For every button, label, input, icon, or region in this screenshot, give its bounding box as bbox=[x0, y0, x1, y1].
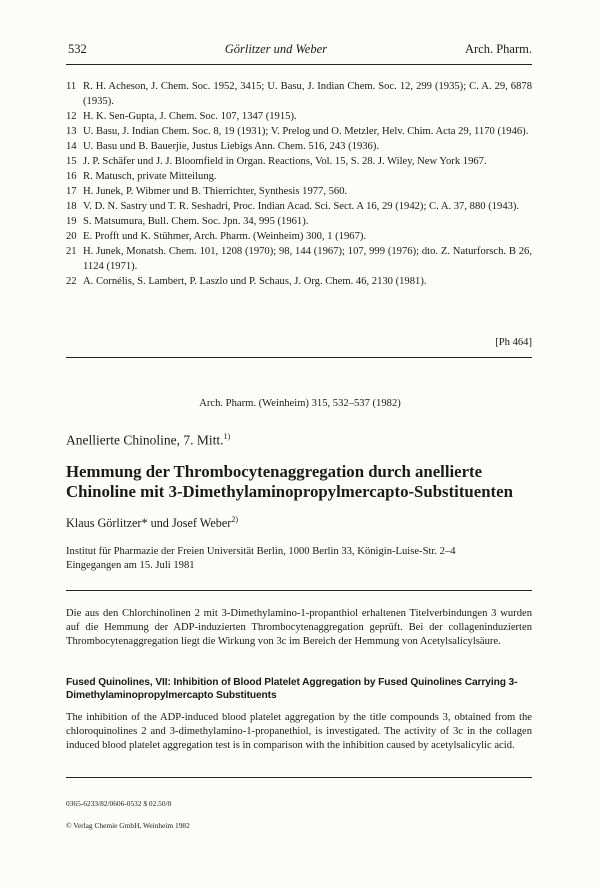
reference-number: 19 bbox=[66, 216, 77, 227]
reference-text: H. Junek, P. Wibmer und B. Thierrichter, Synthesis 1977, 560. bbox=[83, 186, 348, 197]
running-authors: Görlitzer und Weber bbox=[224, 42, 328, 56]
series-footnote-mark: 1) bbox=[223, 432, 231, 441]
journal-abbrev: Arch. Pharm. bbox=[464, 42, 532, 56]
reference-number: 20 bbox=[66, 231, 77, 242]
reference-text: U. Basu und B. Bauerjie, Justus Liebigs Ann. Chem. 516, 243 (1936). bbox=[83, 141, 380, 152]
reference-text: R. Matusch, private Mitteilung. bbox=[83, 171, 217, 182]
reference-text: R. H. Acheson, J. Chem. Soc. 1952, 3415; U. Basu, J. Indian Chem. Soc. 12, 299 (1935); C. A. 29, 6878 (1935). bbox=[83, 81, 532, 107]
reference-number: 15 bbox=[66, 156, 77, 167]
reference-item bbox=[66, 139, 532, 154]
running-header bbox=[68, 42, 532, 57]
abstract-english: The inhibition of the ADP-induced blood platelet aggregation by the title compounds 3, obtained from the chloroquinolines 2 and 3-dimethylamino-1-propanethiol, is investigated. The activity of 3c in the collagen induced blood platelet aggregation test is in comparison with the inhibition caused by acetylsalicylic acid. bbox=[66, 712, 532, 751]
article-title bbox=[66, 462, 540, 502]
reference-text: J. P. Schäfer und J. J. Bloomfield in Organ. Reactions, Vol. 15, S. 28. J. Wiley, New York 1967. bbox=[83, 156, 487, 167]
author-names: Klaus Görlitzer* und Josef Weber bbox=[66, 516, 232, 531]
english-title: Fused Quinolines, VII: Inhibition of Blood Platelet Aggregation by Fused Quinolines Carrying 3-Dimethylaminopropylmercapto Substituents bbox=[66, 677, 518, 701]
reference-number: 13 bbox=[66, 126, 77, 137]
article-citation: Arch. Pharm. (Weinheim) 315, 532–537 (1982) bbox=[199, 398, 401, 409]
series-title bbox=[66, 432, 230, 449]
copyright-notice: © Verlag Chemie GmbH, Weinheim 1982 bbox=[66, 821, 190, 830]
issn-code: 0365-6233/82/0606-0532 $ 02.50/0 bbox=[66, 799, 172, 808]
ph-reference-code: [Ph 464] bbox=[495, 337, 532, 348]
reference-text: U. Basu, J. Indian Chem. Soc. 8, 19 (1931); V. Prelog und O. Metzler, Helv. Chim. Acta 29, 1170 (1946). bbox=[83, 126, 529, 137]
reference-item bbox=[66, 124, 532, 139]
reference-text: E. Profft und K. Stühmer, Arch. Pharm. (Weinheim) 300, 1 (1967). bbox=[83, 231, 367, 242]
reference-list bbox=[66, 79, 532, 289]
reference-number: 21 bbox=[66, 246, 77, 257]
reference-number: 16 bbox=[66, 171, 77, 182]
reference-text: H. Junek, Monatsh. Chem. 101, 1208 (1970); 98, 144 (1967); 107, 999 (1976); dto. Z. Naturforsch. B 26, 1124 (1971). bbox=[83, 246, 532, 272]
article-title-line: Hemmung der Thrombocytenaggregation durch anellierte bbox=[66, 462, 483, 481]
reference-number: 14 bbox=[66, 141, 77, 152]
header-rule bbox=[66, 64, 532, 65]
reference-number: 22 bbox=[66, 276, 77, 287]
reference-text: A. Cornélis, S. Lambert, P. Laszlo und P. Schaus, J. Org. Chem. 46, 2130 (1981). bbox=[83, 276, 427, 287]
reference-item bbox=[66, 274, 532, 289]
reference-text: S. Matsumura, Bull. Chem. Soc. Jpn. 34, 995 (1961). bbox=[83, 216, 309, 227]
section-rule bbox=[66, 357, 532, 358]
page-number: 532 bbox=[68, 42, 87, 56]
reference-number: 11 bbox=[66, 81, 77, 92]
series-text: Anellierte Chinoline, 7. Mitt. bbox=[66, 432, 224, 448]
abstract-top-rule bbox=[66, 590, 532, 591]
received-date: Eingegangen am 15. Juli 1981 bbox=[66, 560, 195, 571]
reference-number: 17 bbox=[66, 186, 77, 197]
author-footnote-mark: 2) bbox=[231, 515, 238, 524]
reference-item bbox=[66, 79, 532, 109]
reference-item bbox=[66, 229, 532, 244]
affiliation bbox=[66, 545, 540, 573]
reference-item bbox=[66, 244, 532, 274]
reference-item bbox=[66, 199, 532, 214]
reference-item bbox=[66, 154, 532, 169]
reference-item bbox=[66, 169, 532, 184]
abstract-german: Die aus den Chlorchinolinen 2 mit 3-Dimethylamino-1-propanthiol erhaltenen Titelverbindungen 3 wurden auf die Hemmung der ADP-induzierten Thrombocytenaggregation geprüft. Bei der collageninduzierten Thrombocytenaggregation liegt die Wirkung von 3c im Bereich der Hemmung von Acetylsalicylsäure. bbox=[66, 608, 532, 647]
reference-number: 12 bbox=[66, 111, 77, 122]
affiliation-address: Institut für Pharmazie der Freien Universität Berlin, 1000 Berlin 33, Königin-Luise-Str. 2–4 bbox=[66, 546, 456, 557]
reference-item bbox=[66, 184, 532, 199]
reference-text: H. K. Sen-Gupta, J. Chem. Soc. 107, 1347 (1915). bbox=[83, 111, 297, 122]
abstract-bottom-rule bbox=[66, 777, 532, 778]
article-title-line: Chinoline mit 3-Dimethylaminopropylmercapto-Substituenten bbox=[66, 482, 513, 501]
author-line bbox=[66, 515, 238, 531]
reference-item bbox=[66, 214, 532, 229]
reference-text: V. D. N. Sastry und T. R. Seshadri, Proc. Indian Acad. Sci. Sect. A 16, 29 (1942); C. A. 37, 880 (1943). bbox=[83, 201, 520, 212]
reference-number: 18 bbox=[66, 201, 77, 212]
reference-item bbox=[66, 109, 532, 124]
